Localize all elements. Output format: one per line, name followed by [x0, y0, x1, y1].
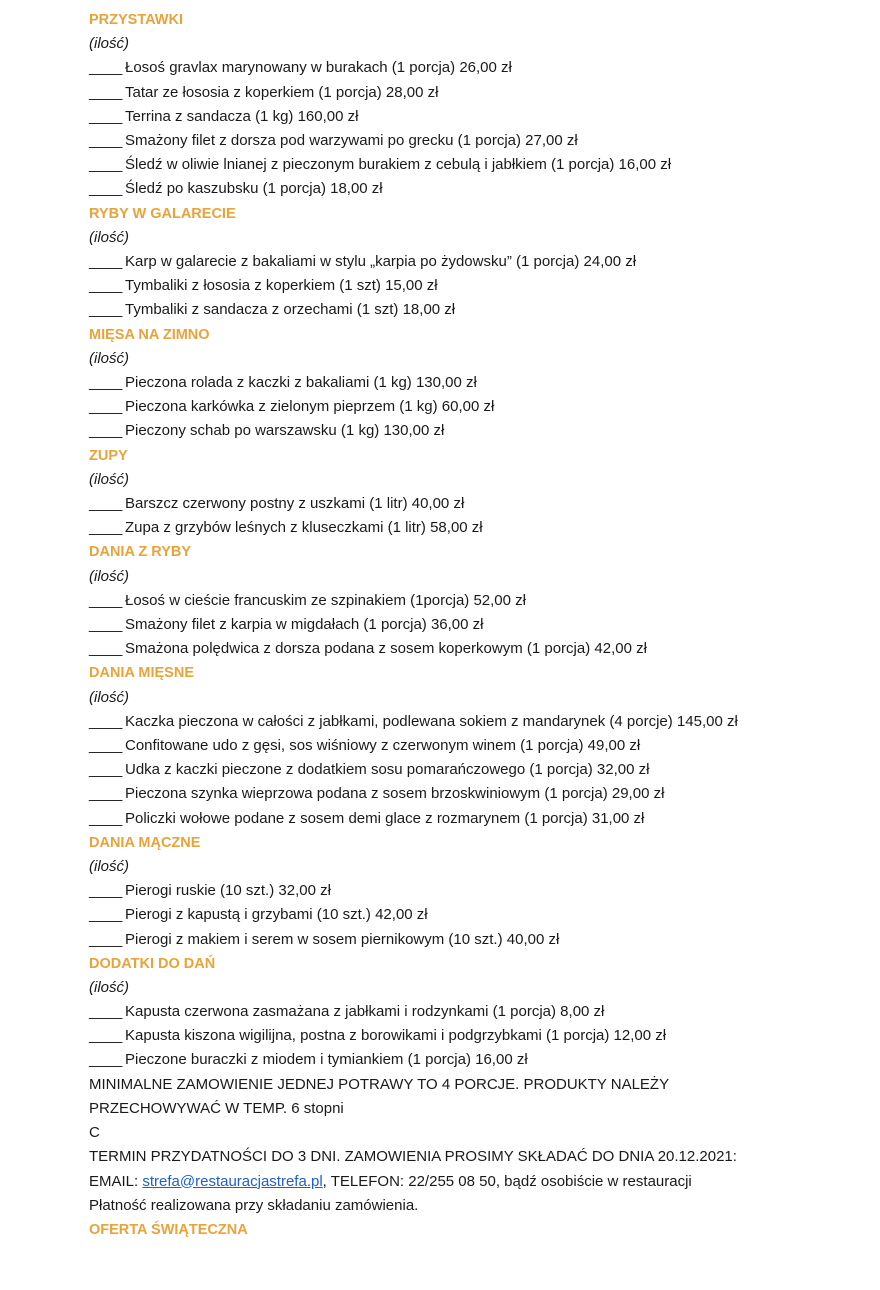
quantity-label: (ilość) [89, 470, 129, 488]
phone-text: , TELEFON: 22/255 08 50, bądź osobiście w restauracji [322, 1172, 692, 1190]
menu-item [89, 903, 840, 927]
menu-section [89, 444, 840, 541]
menu-section [89, 661, 840, 830]
section-title: ZUPY [89, 447, 128, 464]
quantity-blank[interactable] [89, 710, 125, 734]
quantity-label: (ilość) [89, 978, 129, 996]
menu-item [89, 710, 840, 734]
section-title: MIĘSA NA ZIMNO [89, 326, 210, 343]
menu-item-text: Pieczona szynka wieprzowa podana z sosem brzoskwiniowym (1 porcja) 29,00 zł [125, 785, 665, 803]
quantity-blank[interactable] [89, 153, 125, 177]
section-title: DANIA MĄCZNE [89, 834, 201, 851]
menu-item-text: Terrina z sandacza (1 kg) 160,00 zł [125, 107, 359, 125]
quantity-blank[interactable] [89, 250, 125, 274]
menu-item [89, 613, 840, 637]
quantity-blank[interactable] [89, 129, 125, 153]
menu-item [89, 129, 840, 153]
menu-section [89, 8, 840, 202]
section-title: DANIA Z RYBY [89, 544, 192, 561]
quantity-blank[interactable] [89, 807, 125, 831]
menu-item-text: Śledź w oliwie lnianej z pieczonym burakiem z cebulą i jabłkiem (1 porcja) 16,00 zł [125, 156, 672, 174]
menu-item [89, 153, 840, 177]
menu-item-text: Pierogi ruskie (10 szt.) 32,00 zł [125, 882, 331, 900]
menu-item-text: Pieczone buraczki z miodem i tymiankiem (1 porcja) 16,00 zł [125, 1051, 528, 1069]
quantity-blank[interactable] [89, 1000, 125, 1024]
menu-item [89, 734, 840, 758]
quantity-blank[interactable] [89, 589, 125, 613]
menu-item [89, 928, 840, 952]
quantity-blank[interactable] [89, 81, 125, 105]
menu-item-text: Zupa z grzybów leśnych z kluseczkami (1 litr) 58,00 zł [125, 519, 483, 537]
quantity-blank[interactable] [89, 1048, 125, 1072]
menu-item [89, 371, 840, 395]
quantity-label: (ilość) [89, 35, 129, 53]
menu-item-text: Barszcz czerwony postny z uszkami (1 litr) 40,00 zł [125, 494, 465, 512]
email-link[interactable]: strefa@restauracjastrefa.pl [142, 1172, 323, 1190]
quantity-label: (ilość) [89, 567, 129, 585]
menu-item [89, 516, 840, 540]
menu-item [89, 589, 840, 613]
menu-section [89, 323, 840, 444]
menu-section [89, 831, 840, 952]
contact-line [89, 1170, 840, 1194]
menu-item [89, 879, 840, 903]
menu-item-text: Śledź po kaszubsku (1 porcja) 18,00 zł [125, 180, 383, 198]
menu-item [89, 177, 840, 201]
quantity-label: (ilość) [89, 349, 129, 367]
menu-section [89, 202, 840, 323]
menu-item-text: Karp w galarecie z bakaliami w stylu „karpia po żydowsku” (1 porcja) 24,00 zł [125, 252, 637, 270]
quantity-blank[interactable] [89, 928, 125, 952]
quantity-blank[interactable] [89, 177, 125, 201]
quantity-blank[interactable] [89, 734, 125, 758]
menu-item [89, 1048, 840, 1072]
menu-item-text: Kaczka pieczona w całości z jabłkami, podlewana sokiem z mandarynek (4 porcje) 145,00 zł [125, 712, 738, 730]
min-order-line-2: PRZECHOWYWAĆ W TEMP. 6 stopni [89, 1099, 344, 1117]
quantity-blank[interactable] [89, 782, 125, 806]
quantity-blank[interactable] [89, 903, 125, 927]
quantity-label: (ilość) [89, 857, 129, 875]
menu-item [89, 807, 840, 831]
section-title: RYBY W GALARECIE [89, 205, 236, 222]
menu-item [89, 758, 840, 782]
menu-item-text: Smażona polędwica z dorsza podana z sosem koperkowym (1 porcja) 42,00 zł [125, 640, 647, 658]
menu-item [89, 105, 840, 129]
section-title: DODATKI DO DAŃ [89, 955, 216, 972]
menu-item-text: Confitowane udo z gęsi, sos wiśniowy z czerwonym winem (1 porcja) 49,00 zł [125, 736, 641, 754]
menu-sections [89, 8, 840, 1073]
offer-title: OFERTA ŚWIĄTECZNA [89, 1221, 248, 1238]
quantity-blank[interactable] [89, 371, 125, 395]
quantity-label: (ilość) [89, 688, 129, 706]
quantity-label: (ilość) [89, 228, 129, 246]
menu-item [89, 419, 840, 443]
quantity-blank[interactable] [89, 613, 125, 637]
menu-item-text: Policzki wołowe podane z sosem demi glace z rozmarynem (1 porcja) 31,00 zł [125, 809, 645, 827]
menu-item [89, 492, 840, 516]
menu-item-text: Tatar ze łososia z koperkiem (1 porcja) 28,00 zł [125, 83, 439, 101]
section-title: PRZYSTAWKI [89, 12, 183, 28]
quantity-blank[interactable] [89, 298, 125, 322]
quantity-blank[interactable] [89, 395, 125, 419]
menu-item-text: Smażony filet z karpia w migdałach (1 porcja) 36,00 zł [125, 615, 484, 633]
menu-item-text: Tymbaliki z łososia z koperkiem (1 szt) 15,00 zł [125, 277, 438, 295]
section-title: DANIA MIĘSNE [89, 665, 194, 682]
menu-item-text: Pieczona rolada z kaczki z bakaliami (1 kg) 130,00 zł [125, 373, 477, 391]
c-line: C [89, 1124, 100, 1142]
quantity-blank[interactable] [89, 492, 125, 516]
min-order-line-1: MINIMALNE ZAMOWIENIE JEDNEJ POTRAWY TO 4 PORCJE. PRODUKTY NALEŻY [89, 1075, 670, 1093]
menu-item-text: Pieczony schab po warszawsku (1 kg) 130,00 zł [125, 422, 445, 440]
menu-item [89, 782, 840, 806]
expiry-line: TERMIN PRZYDATNOŚCI DO 3 DNI. ZAMOWIENIA PROSIMY SKŁADAĆ DO DNIA 20.12.2021: [89, 1148, 737, 1166]
payment-line: Płatność realizowana przy składaniu zamówienia. [89, 1196, 419, 1214]
quantity-blank[interactable] [89, 516, 125, 540]
menu-item-text: Pierogi z kapustą i grzybami (10 szt.) 42,00 zł [125, 906, 428, 924]
footer [89, 1073, 840, 1242]
menu-item-text: Kapusta czerwona zasmażana z jabłkami i rodzynkami (1 porcja) 8,00 zł [125, 1003, 605, 1021]
menu-item-text: Tymbaliki z sandacza z orzechami (1 szt) 18,00 zł [125, 301, 456, 319]
email-label: EMAIL: [89, 1172, 143, 1190]
menu-item-text: Łosoś gravlax marynowany w burakach (1 porcja) 26,00 zł [125, 59, 512, 77]
menu-item [89, 81, 840, 105]
menu-section [89, 540, 840, 661]
menu-item-text: Pieczona karkówka z zielonym pieprzem (1 kg) 60,00 zł [125, 398, 495, 416]
menu-item-text: Łosoś w cieście francuskim ze szpinakiem (1porcja) 52,00 zł [125, 591, 526, 609]
menu-item [89, 56, 840, 80]
menu-item [89, 298, 840, 322]
menu-item [89, 274, 840, 298]
menu-item [89, 1000, 840, 1024]
menu-item-text: Pierogi z makiem i serem w sosem piernikowym (10 szt.) 40,00 zł [125, 930, 560, 948]
quantity-blank[interactable] [89, 637, 125, 661]
quantity-blank[interactable] [89, 56, 125, 80]
quantity-blank[interactable] [89, 879, 125, 903]
menu-item-text: Smażony filet z dorsza pod warzywami po grecku (1 porcja) 27,00 zł [125, 131, 578, 149]
quantity-blank[interactable] [89, 105, 125, 129]
menu-item-text: Udka z kaczki pieczone z dodatkiem sosu pomarańczowego (1 porcja) 32,00 zł [125, 761, 650, 779]
menu-section [89, 952, 840, 1073]
menu-item [89, 395, 840, 419]
menu-item [89, 637, 840, 661]
quantity-blank[interactable] [89, 1024, 125, 1048]
quantity-blank[interactable] [89, 274, 125, 298]
menu-item-text: Kapusta kiszona wigilijna, postna z borowikami i podgrzybkami (1 porcja) 12,00 zł [125, 1027, 667, 1045]
quantity-blank[interactable] [89, 758, 125, 782]
quantity-blank[interactable] [89, 419, 125, 443]
menu-item [89, 1024, 840, 1048]
menu-item [89, 250, 840, 274]
